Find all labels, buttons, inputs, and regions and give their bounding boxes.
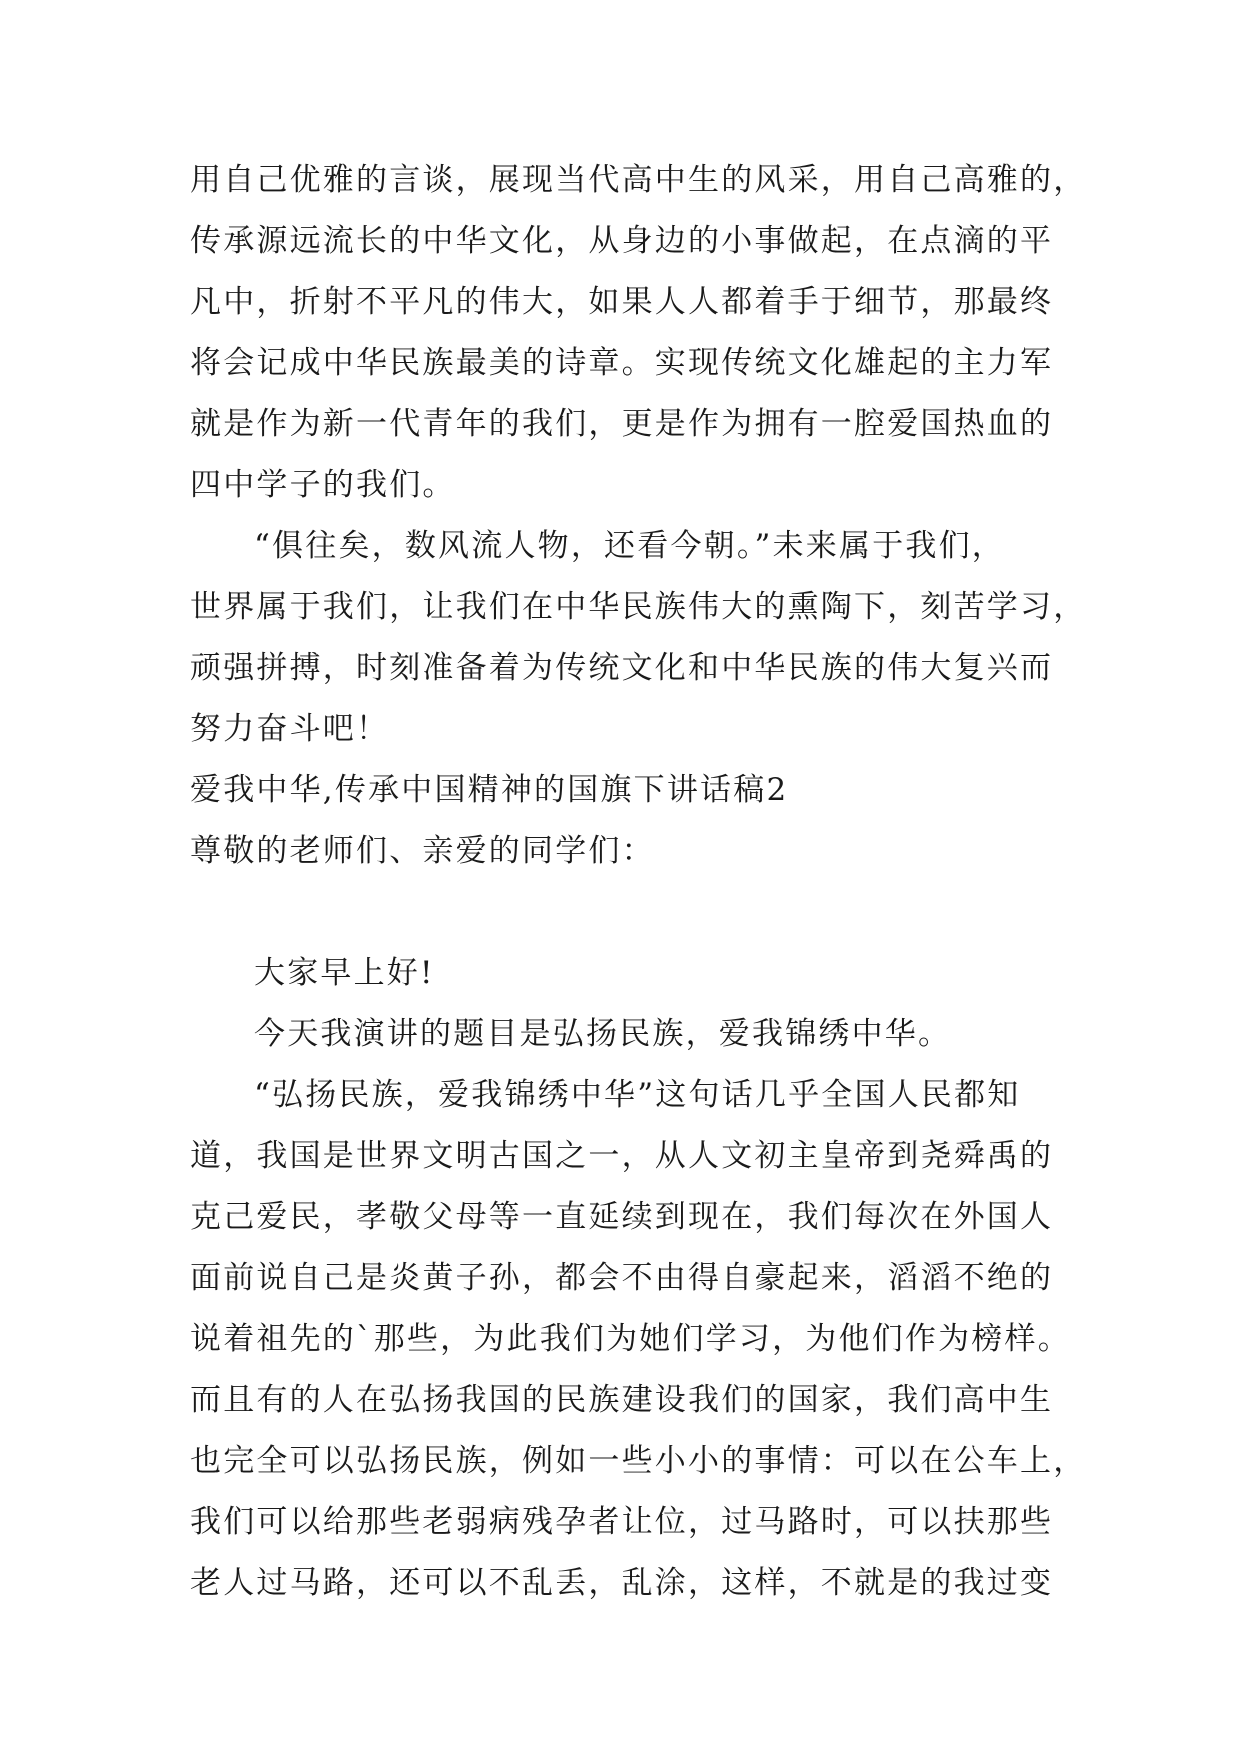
blank-gap: [190, 882, 1070, 943]
document-page: [190, 150, 1087, 1614]
paragraph-line: 凡中，折射不平凡的伟大，如果人人都着手于细节，那最终: [190, 284, 1054, 320]
paragraph-line: 今天我演讲的题目是弘扬民族，爱我锦绣中华。: [254, 1016, 952, 1052]
paragraph-line: 道，我国是世界文明古国之一，从人文初主皇帝到尧舜禹的: [190, 1138, 1054, 1174]
greeting: 大家早上好!: [254, 955, 435, 991]
paragraph-line: 老人过马路，还可以不乱丢，乱涂，这样，不就是的我过变: [190, 1565, 1054, 1601]
paragraph-line: 而且有的人在弘扬我国的民族建设我们的国家，我们高中生: [190, 1382, 1054, 1418]
paragraph-line: 克己爱民，孝敬父母等一直延续到现在，我们每次在外国人: [190, 1199, 1054, 1235]
paragraph-line: “弘扬民族，爱我锦绣中华”这句话几乎全国人民都知: [254, 1077, 1021, 1113]
paragraph-line: 传承源远流长的中华文化，从身边的小事做起，在点滴的平: [190, 223, 1054, 259]
paragraph-line: 将会记成中华民族最美的诗章。实现传统文化雄起的主力军: [190, 345, 1054, 381]
paragraph-line: 就是作为新一代青年的我们，更是作为拥有一腔爱国热血的: [190, 406, 1054, 442]
paragraph-line: 我们可以给那些老弱病残孕者让位，过马路时，可以扶那些: [190, 1504, 1054, 1540]
salutation: 尊敬的老师们、亲爱的同学们：: [190, 833, 655, 869]
paragraph-line: 世界属于我们，让我们在中华民族伟大的熏陶下，刻苦学习，: [190, 589, 1087, 625]
section-title: 爱我中华,传承中国精神的国旗下讲话稿2: [190, 772, 789, 808]
paragraph-line: 面前说自己是炎黄子孙，都会不由得自豪起来，滔滔不绝的: [190, 1260, 1054, 1296]
paragraph-line: 说着祖先的`那些，为此我们为她们学习，为他们作为榜样。: [190, 1321, 1071, 1357]
paragraph-line: 努力奋斗吧！: [190, 711, 390, 747]
paragraph-line: 四中学子的我们。: [190, 467, 456, 503]
paragraph-line: 用自己优雅的言谈，展现当代高中生的风采，用自己高雅的，: [190, 162, 1087, 198]
paragraph-line: “俱往矣，数风流人物，还看今朝。”未来属于我们，: [254, 528, 1005, 564]
paragraph-line: 也完全可以弘扬民族，例如一些小小的事情：可以在公车上，: [190, 1443, 1087, 1479]
paragraph-line: 顽强拼搏，时刻准备着为传统文化和中华民族的伟大复兴而: [190, 650, 1054, 686]
